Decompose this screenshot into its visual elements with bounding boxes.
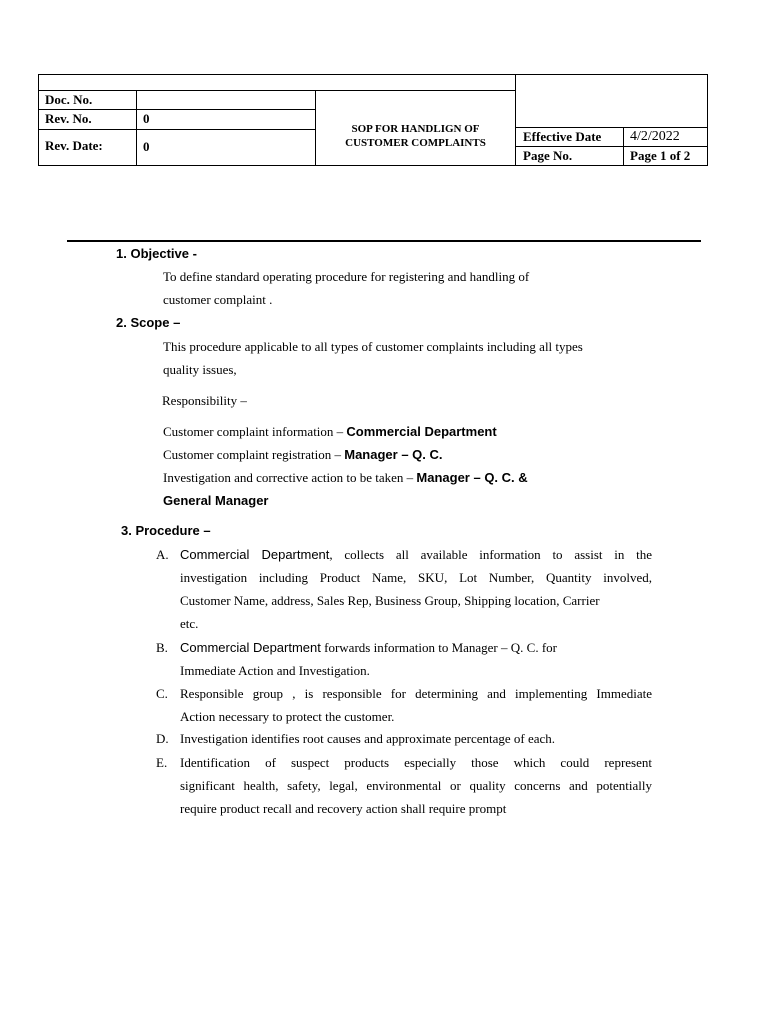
table-divider — [515, 146, 707, 147]
list-item — [180, 727, 652, 750]
list-item-text: forwards information to Manager – Q. C. for — [320, 640, 557, 655]
list-item-text: , collects all available information to assist in the — [329, 547, 653, 562]
procedure-heading: 3. Procedure – — [121, 523, 211, 538]
list-item-text: Investigation identifies root causes and approximate percentage of each. — [180, 731, 556, 746]
department-name: Commercial Department — [180, 640, 321, 655]
responsibility-task: Customer complaint information – — [163, 424, 347, 439]
responsibility-owner: Manager – Q. C. & — [416, 470, 528, 485]
department-name: Commercial Department — [180, 547, 330, 562]
doc-no-label: Doc. No. — [45, 92, 93, 107]
document-title — [316, 122, 515, 150]
list-item-text: significant health, safety, legal, environmental or quality concerns and potentially — [180, 778, 652, 793]
effective-date-label: Effective Date — [523, 129, 602, 144]
scope-text-line1: This procedure applicable to all types of customer complaints including all types — [163, 339, 583, 354]
responsibility-owner: Commercial Department — [346, 424, 497, 439]
rev-date-label: Rev. Date: — [45, 138, 103, 153]
responsibility-task: Customer complaint registration – — [163, 447, 345, 462]
effective-date-value: 4/2/2022 — [630, 129, 680, 144]
list-marker: D. — [156, 731, 169, 746]
responsibility-task: Investigation and corrective action to be taken – — [163, 470, 417, 485]
list-marker: C. — [156, 686, 168, 701]
list-item-text: etc. — [180, 616, 199, 631]
list-marker: A. — [156, 547, 169, 562]
responsibility-row-registration — [163, 447, 443, 463]
table-divider — [39, 109, 315, 110]
list-item-text: require product recall and recovery action shall require prompt — [180, 801, 507, 816]
rev-no-value: 0 — [143, 111, 150, 126]
list-marker: B. — [156, 640, 168, 655]
list-marker: E. — [156, 755, 168, 770]
list-item — [180, 636, 652, 682]
page-no-label: Page No. — [523, 148, 573, 163]
list-item — [180, 751, 652, 820]
objective-text-line2: customer complaint . — [163, 292, 273, 307]
table-divider — [515, 75, 516, 165]
table-divider — [39, 90, 515, 91]
objective-heading: 1. Objective - — [116, 246, 197, 261]
objective-text-line1: To define standard operating procedure for registering and handling of — [163, 269, 530, 284]
horizontal-rule — [67, 240, 701, 242]
list-item — [180, 682, 652, 728]
scope-heading: 2. Scope – — [116, 315, 181, 330]
responsibility-owner: General Manager — [163, 493, 269, 508]
table-divider — [39, 129, 315, 130]
responsibility-owner: Manager – Q. C. — [344, 447, 443, 462]
list-item-text: Identification of suspect products especially those which could represent — [180, 755, 652, 770]
document-title-line1: SOP FOR HANDLIGN OF — [351, 123, 480, 135]
responsibility-row-information — [163, 424, 497, 440]
list-item-text: Responsible group , is responsible for determining and implementing Immediate — [180, 686, 652, 701]
table-divider — [136, 91, 137, 165]
list-item-text: Customer Name, address, Sales Rep, Business Group, Shipping location, Carrier — [180, 593, 600, 608]
list-item — [180, 543, 652, 635]
responsibility-row-investigation — [163, 470, 528, 486]
rev-date-value: 0 — [143, 139, 150, 154]
rev-no-label: Rev. No. — [45, 111, 92, 126]
page-no-value: Page 1 of 2 — [630, 148, 691, 163]
responsibility-row-general-manager — [163, 493, 269, 509]
scope-text-line2: quality issues, — [163, 362, 237, 377]
document-header-table — [38, 74, 708, 166]
table-divider — [515, 127, 707, 128]
list-item-text: investigation including Product Name, SKU, Lot Number, Quantity involved, — [180, 570, 652, 585]
list-item-text: Immediate Action and Investigation. — [180, 663, 370, 678]
document-title-line2: CUSTOMER COMPLAINTS — [345, 137, 486, 149]
list-item-text: Action necessary to protect the customer. — [180, 709, 395, 724]
responsibility-label: Responsibility – — [162, 393, 247, 408]
